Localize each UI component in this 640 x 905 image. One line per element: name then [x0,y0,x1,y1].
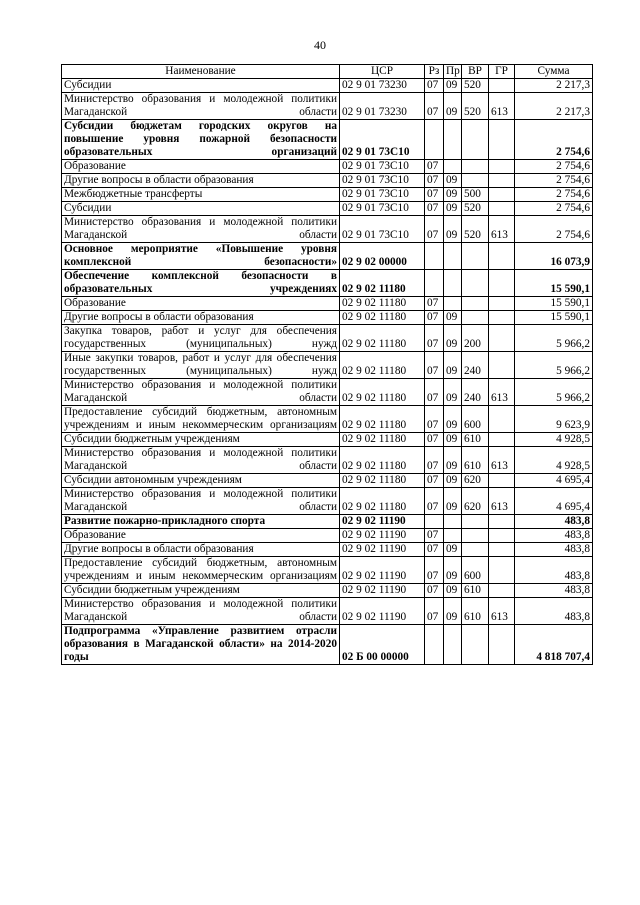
cell-pr: 09 [444,433,462,447]
cell-name: Субсидии [62,79,340,93]
cell-vr [462,625,489,665]
cell-sum: 483,8 [515,584,593,598]
cell-csr: 02 Б 00 00000 [340,625,425,665]
cell-pr: 09 [444,379,462,406]
cell-vr: 620 [462,474,489,488]
cell-rz: 07 [425,598,444,625]
cell-csr: 02 9 02 11180 [340,433,425,447]
cell-vr [462,529,489,543]
cell-vr: 610 [462,433,489,447]
cell-pr [444,160,462,174]
cell-name: Министерство образования и молодежной политики Магаданской области [62,216,340,243]
cell-gr [489,406,515,433]
header-row [62,65,593,79]
cell-name: Закупка товаров, работ и услуг для обеспечения государственных (муниципальных) нужд [62,325,340,352]
header-rz: Рз [425,65,444,79]
cell-gr: 613 [489,447,515,474]
cell-sum: 2 754,6 [515,160,593,174]
table-row [62,515,593,529]
cell-name: Другие вопросы в области образования [62,174,340,188]
cell-csr: 02 9 01 73С10 [340,216,425,243]
cell-gr [489,325,515,352]
cell-gr [489,270,515,297]
cell-sum: 2 754,6 [515,188,593,202]
table-row [62,160,593,174]
table-row [62,625,593,665]
cell-sum: 4 928,5 [515,433,593,447]
table-row [62,352,593,379]
cell-gr: 613 [489,93,515,120]
cell-name: Обеспечение комплексной безопасности в образовательных учреждениях [62,270,340,297]
cell-rz: 07 [425,297,444,311]
cell-sum: 4 695,4 [515,488,593,515]
cell-vr [462,515,489,529]
cell-vr: 520 [462,79,489,93]
table-row [62,325,593,352]
cell-name: Другие вопросы в области образования [62,311,340,325]
cell-csr: 02 9 02 11180 [340,311,425,325]
cell-rz: 07 [425,93,444,120]
cell-rz: 07 [425,447,444,474]
cell-csr: 02 9 02 11180 [340,406,425,433]
cell-pr [444,120,462,160]
cell-pr [444,529,462,543]
cell-pr: 09 [444,598,462,625]
cell-csr: 02 9 02 11180 [340,488,425,515]
cell-csr: 02 9 01 73С10 [340,188,425,202]
cell-sum: 483,8 [515,515,593,529]
cell-sum: 2 754,6 [515,216,593,243]
cell-gr [489,433,515,447]
cell-sum: 2 754,6 [515,174,593,188]
cell-csr: 02 9 02 11190 [340,584,425,598]
cell-vr: 600 [462,406,489,433]
cell-csr: 02 9 02 11180 [340,297,425,311]
cell-gr [489,474,515,488]
table-row [62,188,593,202]
cell-pr [444,625,462,665]
cell-pr: 09 [444,488,462,515]
cell-rz [425,120,444,160]
cell-rz: 07 [425,352,444,379]
cell-vr: 600 [462,557,489,584]
cell-csr: 02 9 02 11180 [340,270,425,297]
cell-gr: 613 [489,598,515,625]
table-row [62,120,593,160]
cell-vr: 610 [462,447,489,474]
table-row [62,488,593,515]
table-row [62,297,593,311]
table-row [62,379,593,406]
page-number: 40 [314,38,326,52]
table-row [62,202,593,216]
cell-rz: 07 [425,311,444,325]
cell-vr: 240 [462,352,489,379]
cell-name: Министерство образования и молодежной политики Магаданской области [62,598,340,625]
table-row [62,406,593,433]
cell-pr: 09 [444,584,462,598]
cell-vr [462,120,489,160]
cell-pr [444,297,462,311]
header-gr: ГР [489,65,515,79]
cell-vr [462,311,489,325]
table-row [62,93,593,120]
cell-sum: 15 590,1 [515,297,593,311]
cell-sum: 4 695,4 [515,474,593,488]
cell-rz: 07 [425,557,444,584]
cell-gr [489,543,515,557]
cell-name: Основное мероприятие «Повышение уровня комплексной безопасности» [62,243,340,270]
cell-pr: 09 [444,93,462,120]
cell-sum: 483,8 [515,557,593,584]
cell-gr [489,188,515,202]
cell-vr: 520 [462,93,489,120]
cell-vr: 500 [462,188,489,202]
cell-csr: 02 9 02 11190 [340,529,425,543]
cell-name: Иные закупки товаров, работ и услуг для обеспечения государственных (муниципальных) нужд [62,352,340,379]
cell-gr [489,160,515,174]
cell-gr [489,174,515,188]
cell-rz: 07 [425,325,444,352]
header-sum: Сумма [515,65,593,79]
cell-vr: 240 [462,379,489,406]
cell-pr [444,243,462,270]
cell-pr: 09 [444,543,462,557]
cell-gr [489,557,515,584]
header-csr: ЦСР [340,65,425,79]
cell-csr: 02 9 01 73230 [340,93,425,120]
cell-name: Предоставление субсидий бюджетным, автономным учреждениям и иным некоммерческим организациям [62,557,340,584]
cell-rz [425,243,444,270]
cell-rz: 07 [425,160,444,174]
cell-vr: 520 [462,202,489,216]
cell-csr: 02 9 02 11190 [340,515,425,529]
cell-name: Образование [62,529,340,543]
cell-sum: 4 928,5 [515,447,593,474]
header-pr: Пр [444,65,462,79]
table-row [62,447,593,474]
cell-pr: 09 [444,188,462,202]
cell-pr: 09 [444,174,462,188]
cell-gr [489,243,515,270]
cell-vr [462,270,489,297]
cell-name: Предоставление субсидий бюджетным, автономным учреждениям и иным некоммерческим организациям [62,406,340,433]
cell-name: Образование [62,160,340,174]
cell-sum: 15 590,1 [515,311,593,325]
table-row [62,433,593,447]
cell-rz [425,515,444,529]
cell-rz: 07 [425,174,444,188]
cell-sum: 9 623,9 [515,406,593,433]
cell-csr: 02 9 02 11190 [340,543,425,557]
header-vr: ВР [462,65,489,79]
cell-vr: 610 [462,598,489,625]
cell-pr: 09 [444,216,462,243]
cell-gr: 613 [489,379,515,406]
cell-pr: 09 [444,447,462,474]
cell-sum: 2 754,6 [515,120,593,160]
cell-pr [444,515,462,529]
cell-csr: 02 9 02 00000 [340,243,425,270]
cell-name: Субсидии автономным учреждениям [62,474,340,488]
cell-rz: 07 [425,202,444,216]
cell-pr: 09 [444,557,462,584]
cell-sum: 5 966,2 [515,325,593,352]
table-header [62,65,593,79]
cell-csr: 02 9 01 73С10 [340,174,425,188]
cell-sum: 2 754,6 [515,202,593,216]
cell-vr [462,174,489,188]
cell-name: Другие вопросы в области образования [62,543,340,557]
cell-rz: 07 [425,474,444,488]
header-name: Наименование [62,65,340,79]
cell-gr [489,297,515,311]
cell-rz: 07 [425,379,444,406]
cell-gr: 613 [489,488,515,515]
cell-vr: 620 [462,488,489,515]
table-row [62,243,593,270]
cell-csr: 02 9 01 73С10 [340,120,425,160]
cell-name: Образование [62,297,340,311]
cell-pr: 09 [444,352,462,379]
cell-rz [425,270,444,297]
cell-sum: 5 966,2 [515,379,593,406]
table-row [62,311,593,325]
cell-sum: 2 217,3 [515,79,593,93]
cell-gr [489,311,515,325]
cell-gr: 613 [489,216,515,243]
table-row [62,474,593,488]
cell-pr: 09 [444,311,462,325]
cell-sum: 483,8 [515,543,593,557]
cell-gr [489,352,515,379]
cell-sum: 4 818 707,4 [515,625,593,665]
cell-csr: 02 9 02 11180 [340,379,425,406]
cell-vr [462,243,489,270]
table-row [62,584,593,598]
cell-csr: 02 9 02 11180 [340,474,425,488]
cell-csr: 02 9 01 73230 [340,79,425,93]
cell-rz: 07 [425,584,444,598]
cell-rz: 07 [425,216,444,243]
cell-csr: 02 9 01 73С10 [340,202,425,216]
table-row [62,543,593,557]
table-row [62,216,593,243]
cell-vr [462,297,489,311]
cell-gr [489,515,515,529]
cell-pr: 09 [444,474,462,488]
cell-csr: 02 9 02 11190 [340,557,425,584]
cell-name: Субсидии бюджетным учреждениям [62,584,340,598]
cell-gr [489,584,515,598]
cell-vr: 610 [462,584,489,598]
table-row [62,174,593,188]
cell-sum: 483,8 [515,598,593,625]
cell-name: Субсидии бюджетным учреждениям [62,433,340,447]
table-row [62,598,593,625]
cell-pr: 09 [444,79,462,93]
cell-sum: 16 073,9 [515,243,593,270]
cell-vr [462,160,489,174]
cell-sum: 5 966,2 [515,352,593,379]
cell-rz: 07 [425,406,444,433]
table-row [62,529,593,543]
cell-name: Межбюджетные трансферты [62,188,340,202]
cell-rz: 07 [425,543,444,557]
cell-rz: 07 [425,79,444,93]
table-body [62,79,593,665]
cell-rz [425,625,444,665]
table-row [62,557,593,584]
cell-name: Министерство образования и молодежной политики Магаданской области [62,488,340,515]
cell-vr: 200 [462,325,489,352]
cell-sum: 15 590,1 [515,270,593,297]
cell-name: Министерство образования и молодежной политики Магаданской области [62,379,340,406]
cell-csr: 02 9 02 11180 [340,325,425,352]
cell-gr [489,202,515,216]
cell-gr [489,625,515,665]
cell-gr [489,79,515,93]
cell-name: Министерство образования и молодежной политики Магаданской области [62,93,340,120]
budget-table [61,64,593,665]
cell-rz: 07 [425,488,444,515]
cell-pr: 09 [444,325,462,352]
cell-csr: 02 9 01 73С10 [340,160,425,174]
cell-pr: 09 [444,202,462,216]
cell-rz: 07 [425,188,444,202]
cell-name: Подпрограмма «Управление развитием отрасли образования в Магаданской области» на 2014-2020 годы [62,625,340,665]
cell-name: Развитие пожарно-прикладного спорта [62,515,340,529]
cell-csr: 02 9 02 11180 [340,352,425,379]
cell-name: Субсидии бюджетам городских округов на повышение уровня пожарной безопасности образовательных организаций [62,120,340,160]
cell-pr: 09 [444,406,462,433]
cell-gr [489,529,515,543]
cell-sum: 2 217,3 [515,93,593,120]
cell-rz: 07 [425,433,444,447]
cell-pr [444,270,462,297]
cell-csr: 02 9 02 11180 [340,447,425,474]
cell-rz: 07 [425,529,444,543]
cell-name: Субсидии [62,202,340,216]
cell-csr: 02 9 02 11190 [340,598,425,625]
cell-name: Министерство образования и молодежной политики Магаданской области [62,447,340,474]
table-row [62,270,593,297]
cell-vr [462,543,489,557]
cell-gr [489,120,515,160]
cell-vr: 520 [462,216,489,243]
table-row [62,79,593,93]
cell-sum: 483,8 [515,529,593,543]
